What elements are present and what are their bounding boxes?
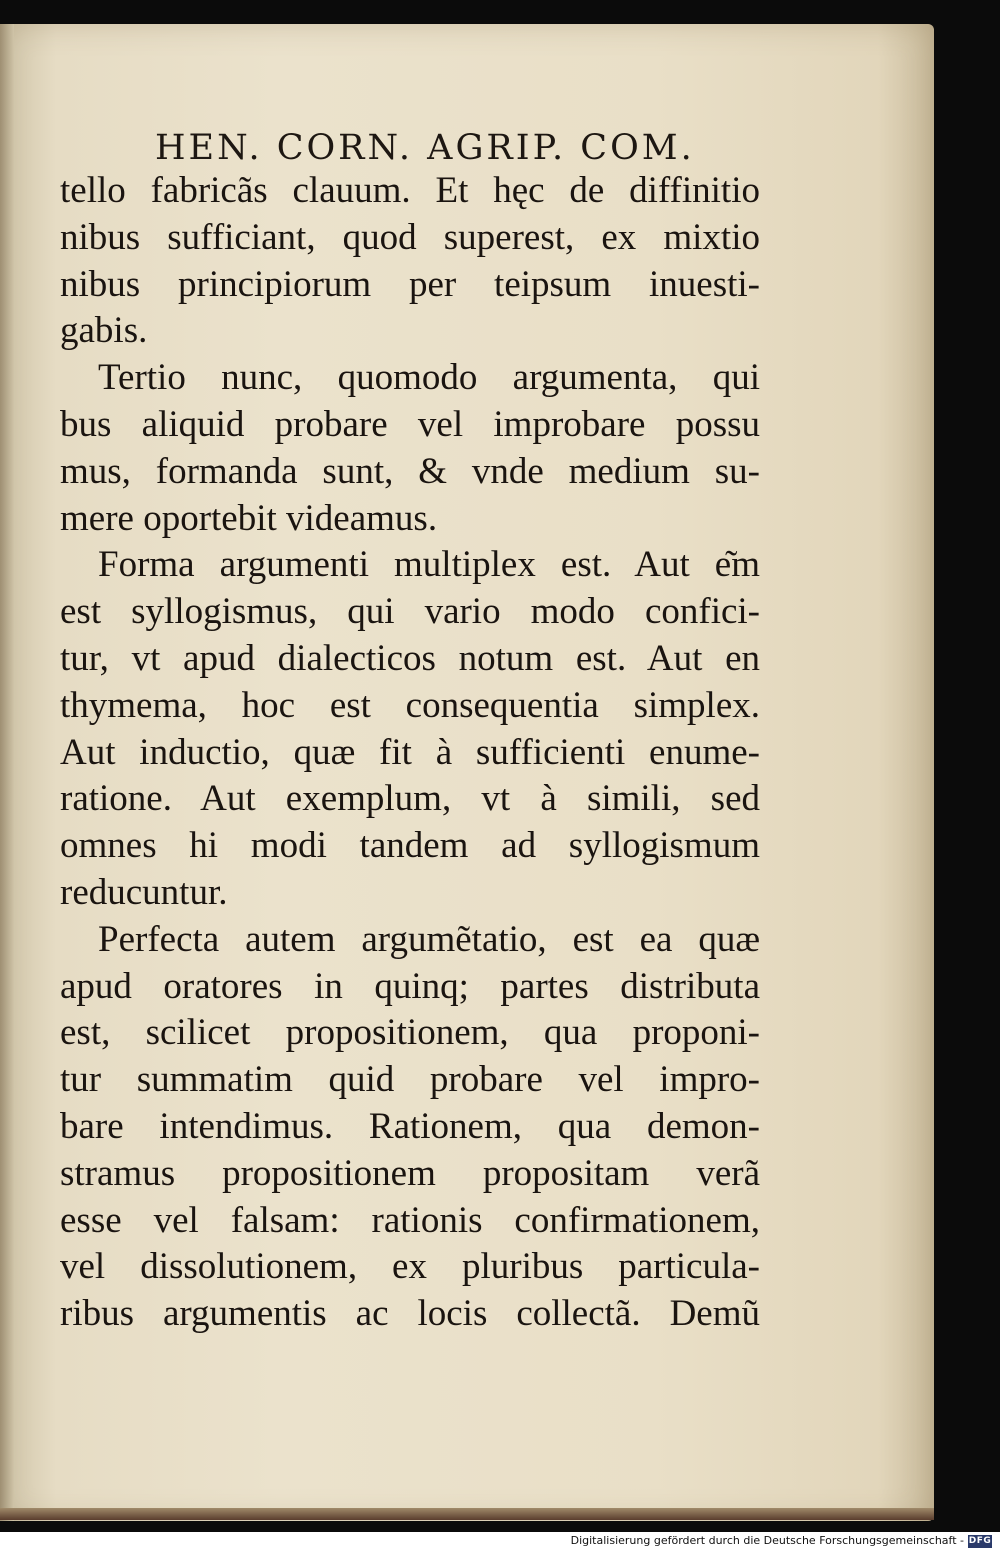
text-line: bus aliquid probare vel improbare possu	[60, 403, 760, 445]
text-line: stramus propositionem propositam verã	[60, 1152, 760, 1194]
text-line: est syllogismus, qui vario modo confici-	[60, 591, 760, 633]
running-head: HEN. CORN. AGRIP. COM.	[155, 128, 695, 168]
text-line: Perfecta autem argumẽtatio, est ea quæ	[98, 918, 760, 960]
text-line: tello fabricãs clauum. Et hęc de diffinitio	[60, 170, 760, 211]
text-line: thymema, hoc est consequentia simplex.	[60, 684, 760, 726]
text-line: Tertio nunc, quomodo argumenta, qui	[98, 357, 760, 399]
dfg-logo-icon: DFG	[968, 1536, 992, 1546]
page-binding-edge	[0, 24, 14, 1521]
text-line: gabis.	[60, 310, 148, 352]
page-bottom-edge	[0, 1508, 934, 1520]
text-line: omnes hi modi tandem ad syllogismum	[60, 825, 760, 867]
text-line: nibus sufficiant, quod superest, ex mixtio	[60, 216, 760, 258]
text-line: Forma argumenti multiplex est. Aut e͂m	[98, 544, 760, 586]
text-line: mus, formanda sunt, & vnde medium su-	[60, 450, 760, 492]
text-line: Aut inductio, quæ fit à sufficienti enume-	[60, 731, 760, 773]
text-line: bare intendimus. Rationem, qua demon-	[60, 1105, 760, 1147]
funding-credit: Digitalisierung gefördert durch die Deutsche Forschungsgemeinschaft -	[570, 1534, 964, 1547]
text-line: apud oratores in quinq; partes distributa	[60, 965, 760, 1007]
text-line: reducuntur.	[60, 871, 228, 913]
text-line: nibus principiorum per teipsum inuesti-	[60, 263, 760, 305]
text-line: vel dissolutionem, ex pluribus particula-	[60, 1246, 760, 1288]
text-line: est, scilicet propositionem, qua proponi-	[60, 1012, 760, 1054]
text-line: ribus argumentis ac locis collectã. Demũ	[60, 1293, 760, 1335]
text-line: esse vel falsam: rationis confirmationem,	[60, 1199, 760, 1241]
body-text	[60, 168, 760, 1338]
text-line: mere oportebit videamus.	[60, 497, 438, 539]
text-line: tur summatim quid probare vel impro-	[60, 1059, 760, 1101]
text-line: tur, vt apud dialecticos notum est. Aut en	[60, 637, 760, 679]
text-line: ratione. Aut exemplum, vt à simili, sed	[60, 778, 760, 820]
